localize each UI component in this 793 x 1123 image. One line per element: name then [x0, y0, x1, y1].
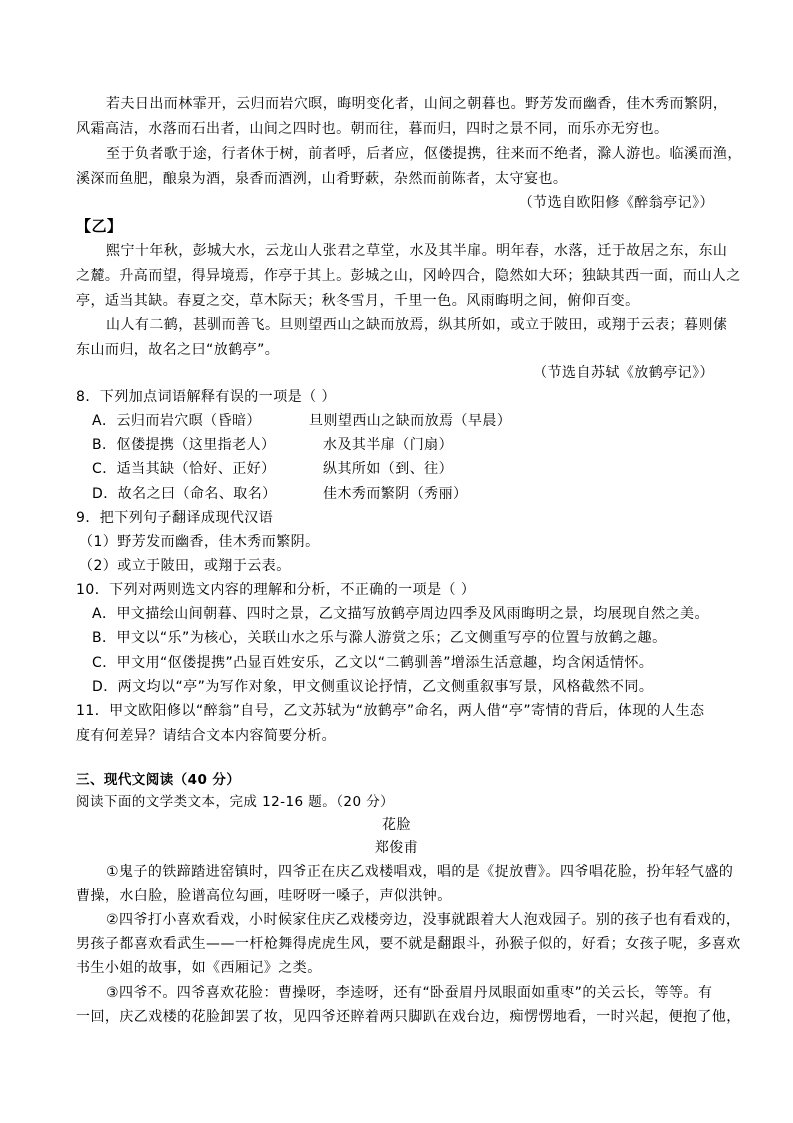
q8-option-a-left: A．云归而岩穴暝（昏暗） [92, 413, 261, 429]
q9-item-1: （1）野芳发而幽香，佳木秀而繁阴。 [79, 534, 320, 550]
q10-option-d: D．两文均以“亭”为写作对象，甲文侧重议论抒情，乙文侧重叙事写景，风格截然不同。 [92, 679, 654, 695]
q8-option-b-right: 水及其半扉（门扇） [323, 437, 454, 453]
article-author: 郑俊甫 [374, 840, 419, 856]
article-p3-line1: ③四爷不。四爷喜欢花脸：曹操呀，李逵呀，还有“卧蚕眉丹凤眼面如重枣”的关云长，等等。有 [106, 985, 713, 1001]
jia-source: （节选自欧阳修《醉翁亭记》） [518, 195, 714, 211]
yi-source: （节选自苏轼《放鹤亭记》） [533, 365, 714, 381]
article-p1-line2: 曹操，水白脸，脸谱高位勾画，哇呀呀一嗓子，声似洪钟。 [76, 888, 452, 904]
article-title: 花脸 [382, 817, 411, 833]
q8-option-a-right: 旦则望西山之缺而放焉（早晨） [309, 413, 512, 429]
q11-line1: 11．甲文欧阳修以“醉翁”自号，乙文苏轼为“放鹤亭”命名，两人借“亭”寄情的背后，体现的人生态 [76, 703, 705, 719]
q9-item-2: （2）或立于陂田，或翔于云表。 [79, 558, 291, 574]
section3-heading: 三、现代文阅读（40 分） [76, 772, 241, 788]
article-p2-line1: ②四爷打小喜欢看戏，小时候家住庆乙戏楼旁边，没事就跟着大人泡戏园子。别的孩子也有看戏的， [106, 912, 741, 928]
section3-intro: 阅读下面的文学类文本，完成 12-16 题。（20 分） [76, 794, 395, 810]
q8-option-b-left: B．伛偻提携（这里指老人） [92, 437, 276, 453]
q8-stem: 8．下列加点词语解释有误的一项是（ ） [76, 389, 336, 405]
jia-p2-line2: 溪深而鱼肥，酿泉为酒，泉香而酒洌，山肴野蔌，杂然而前陈者，太守宴也。 [76, 171, 568, 187]
article-p3-line2: 一回，庆乙戏楼的花脸卸罢了妆，见四爷还賥着两只脚趴在戏台边，痴愣愣地看，一时兴起，便抱了他， [76, 1009, 741, 1025]
yi-p1-line3: 亭，适当其缺。春夏之交，草木际天；秋冬雪月，千里一色。风雨晦明之间，俯仰百变。 [76, 293, 640, 309]
q11-line2: 度有何差异？请结合文本内容简要分析。 [76, 728, 337, 744]
article-p2-line2: 男孩子都喜欢看武生——一杆枪舞得虎虎生风，要不就是翻跟斗，孙猴子似的，好看；女孩子呢，多喜欢 [76, 936, 741, 952]
yi-p2-line1: 山人有二鹤，甚驯而善飞。旦则望西山之缺而放焉，纵其所如，或立于陂田，或翔于云表；暮则傃 [106, 317, 728, 333]
yi-p2-line2: 东山而归，故名之曰“放鹤亭”。 [76, 342, 280, 358]
q9-stem: 9．把下列句子翻译成现代汉语 [76, 510, 274, 526]
q8-option-c-right: 纵其所如（到、往） [323, 461, 454, 477]
q8-option-c-left: C．适当其缺（恰好、正好） [92, 461, 276, 477]
article-p2-line3: 书生小姐的故事，如《西厢记》之类。 [76, 960, 322, 976]
q10-option-c: C．甲文用“伛偻提携”凸显百姓安乐，乙文以“二鹤驯善”增添生活意趣，均含闲适情怀。 [92, 655, 654, 671]
yi-heading: 【乙】 [76, 217, 123, 235]
yi-p1-line2: 之麓。升高而望，得异境焉，作亭于其上。彭城之山，冈岭四合，隐然如大环；独缺其西一面，而山人之 [76, 268, 741, 284]
q8-option-d-right: 佳木秀而繁阴（秀丽） [323, 486, 468, 502]
q10-stem: 10．下列对两则选文内容的理解和分析，不正确的一项是（ ） [76, 582, 476, 598]
q8-option-d-left: D．故名之曰（命名、取名） [92, 486, 277, 502]
jia-p2-line1: 至于负者歌于途，行者休于树，前者呼，后者应，伛偻提携，往来而不绝者，滁人游也。临溪而渔， [106, 146, 742, 162]
jia-p1-line2: 风霜高洁，水落而石出者，山间之四时也。朝而往，暮而归，四时之景不同，而乐亦无穷也。 [76, 121, 669, 137]
q10-option-b: B．甲文以“乐”为核心，关联山水之乐与滁人游赏之乐；乙文侧重写亭的位置与放鹤之趣。 [92, 630, 667, 646]
article-p1-line1: ①鬼子的铁蹄踏进窑镇时，四爷正在庆乙戏楼唱戏，唱的是《捉放曹》。四爷唱花脸，扮年轻气盛的 [106, 864, 734, 880]
yi-p1-line1: 熙宁十年秋，彭城大水，云龙山人张君之草堂，水及其半扉。明年春，水落，迁于故居之东，东山 [106, 243, 728, 259]
q10-option-a: A．甲文描绘山间朝暮、四时之景，乙文描写放鹤亭周边四季及风雨晦明之景，均展现自然之美。 [92, 606, 709, 622]
jia-p1-line1: 若夫日出而林霏开，云归而岩穴暝，晦明变化者，山间之朝暮也。野芳发而幽香，佳木秀而繁阴， [106, 96, 728, 112]
